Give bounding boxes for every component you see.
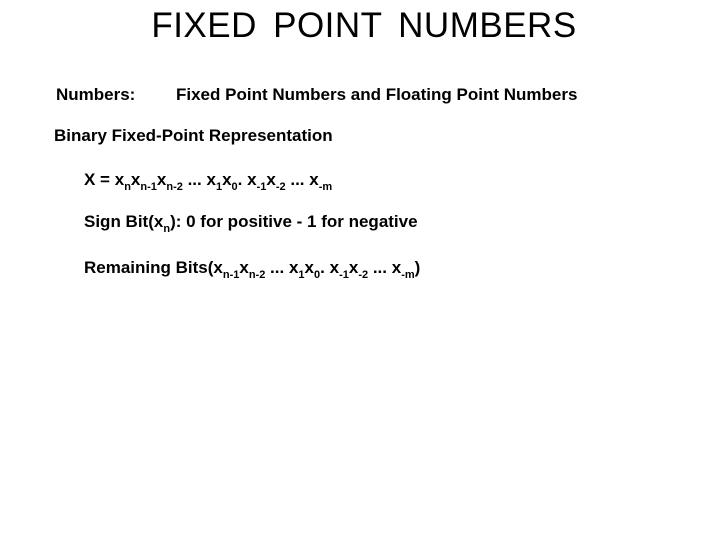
formula-ellipsis: ... — [182, 170, 207, 189]
remaining-subscript: -m — [401, 269, 415, 281]
formula-ellipsis: ... — [285, 170, 310, 189]
remaining-var: x — [329, 258, 340, 277]
sign-bit-subscript: n — [163, 223, 171, 235]
formula-var: x — [206, 170, 216, 189]
remaining-var: x — [391, 258, 402, 277]
remaining-var: x — [288, 258, 299, 277]
remaining-subscript: n-1 — [222, 269, 240, 281]
remaining-subscript: -2 — [358, 269, 369, 281]
formula-subscript: 1 — [215, 181, 223, 193]
remaining-subscript: 1 — [298, 269, 305, 281]
formula-subscript: n — [124, 181, 131, 193]
formula-subscript: -m — [318, 181, 333, 193]
formula-lead: X = — [84, 170, 115, 189]
remaining-prefix: Remaining Bits(x — [84, 258, 223, 277]
sign-bit-line — [84, 212, 418, 235]
formula-var: x — [247, 170, 257, 189]
remaining-radix-point: . — [320, 258, 330, 277]
formula-radix-point: . — [237, 170, 248, 189]
fixed-point-formula — [84, 170, 333, 193]
sign-bit-description: ): 0 for positive - 1 for negative — [170, 212, 418, 231]
formula-subscript: n-1 — [140, 181, 157, 193]
binary-heading: Binary Fixed-Point Representation — [54, 126, 333, 145]
remaining-close-paren: ) — [414, 258, 421, 277]
formula-subscript: -1 — [256, 181, 267, 193]
numbers-label: Numbers: — [56, 85, 136, 104]
formula-var: x — [309, 170, 319, 189]
remaining-var: x — [239, 258, 249, 277]
remaining-subscript: -1 — [339, 269, 349, 281]
remaining-var: x — [348, 258, 359, 277]
formula-var: x — [266, 170, 276, 189]
slide-title: FIXED POINT NUMBERS — [151, 6, 577, 45]
remaining-subscript: 0 — [314, 269, 321, 281]
sign-bit-prefix: Sign Bit(x — [84, 212, 164, 231]
remaining-ellipsis: ... — [368, 258, 392, 277]
formula-subscript: -2 — [275, 181, 286, 193]
formula-subscript: n-2 — [166, 181, 183, 193]
formula-var: x — [222, 170, 232, 189]
remaining-ellipsis: ... — [265, 258, 289, 277]
formula-var: x — [156, 170, 167, 189]
formula-var: x — [130, 170, 141, 189]
numbers-value: Fixed Point Numbers and Floating Point Numbers — [176, 85, 578, 104]
remaining-subscript: n-2 — [248, 269, 266, 281]
formula-var: x — [114, 170, 125, 189]
formula-subscript: 0 — [231, 181, 238, 193]
remaining-bits-line — [84, 258, 421, 281]
remaining-var: x — [304, 258, 315, 277]
